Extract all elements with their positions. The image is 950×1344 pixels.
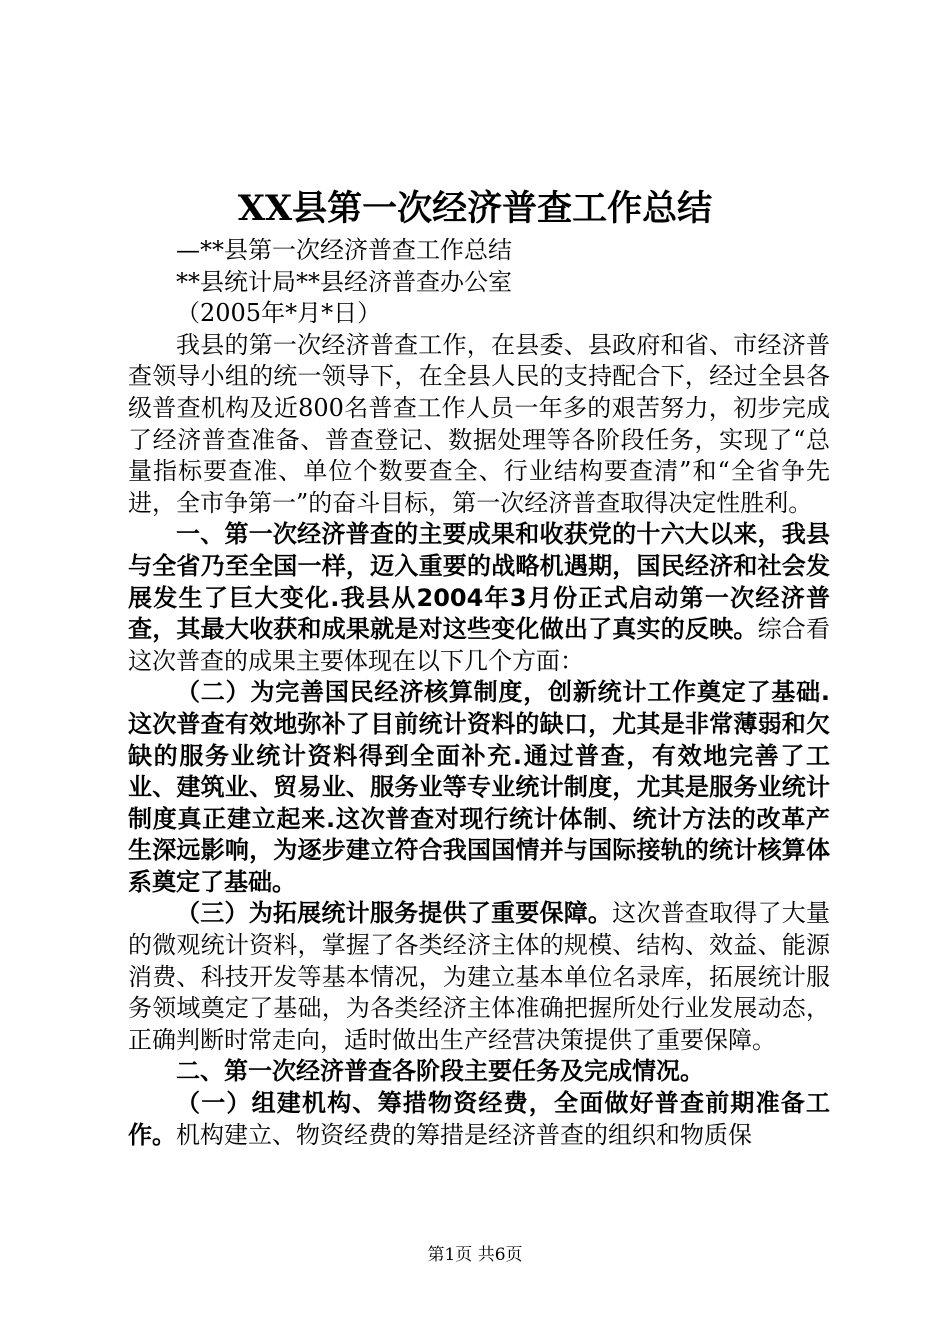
document-title: XX县第一次经济普查工作总结 — [237, 188, 713, 229]
paragraph-text: 这次普查取得了大量的微观统计资料，掌握了各类经济主体的规模、结构、效益、能源消费、科技开发等基本情况，为建立基本单位名录库，拓展统计服务领域奠定了基础，为各类经济主体准确把握所处行业发展动态，正确判断时常走向，适时做出生产经营决策提供了重要保障。 — [128, 899, 831, 1054]
document-date: （2005年*月*日） — [176, 299, 382, 328]
paragraph-heading: 二、第一次经济普查各阶段主要任务及完成情况。 — [176, 1057, 704, 1086]
paragraph — [128, 677, 830, 898]
paragraph-text: 综合看这次普查的成果主要体现在以下几个方面： — [128, 615, 831, 675]
document-subtitle: —**县第一次经济普查工作总结 — [176, 236, 512, 264]
paragraph-text: 我县的第一次经济普查工作，在县委、县政府和省、市经济普查领导小组的统一领导下，在全县人民的支持配合下，经过全县各级普查机构及近800名普查工作人员一年多的艰苦努力，初步完成了经济普查准备、普查登记、数据处理等各阶段任务，实现了“总量指标要查准、单位个数要查全、行业结构要查清”和“全省争先进，全市争第一”的奋斗目标，第一次经济普查取得决定性胜利。 — [128, 330, 830, 517]
paragraph-heading: 一、第一次经济普查的主要成果和收获党的十六大以来，我县与全省乃至全国一样，迈入重要的战略机遇期，国民经济和社会发展发生了巨大变化.我县从2004年3月份正式启动第一次经济普查，其最大收获和成果就是对这些变化做出了真实的反映。 — [128, 520, 830, 644]
document-body — [128, 235, 830, 1151]
paragraph-text: 机构建立、物资经费的筹措是经济普查的组织和物质保 — [176, 1120, 752, 1149]
document-author: **县统计局**县经济普查办公室 — [176, 267, 512, 296]
paragraph-heading: （三）为拓展统计服务提供了重要保障。 — [176, 899, 613, 928]
paragraph — [128, 1056, 830, 1088]
paragraph-heading: （二）为完善国民经济核算制度，创新统计工作奠定了基础.这次普查有效地弥补了目前统计资料的缺口，尤其是非常薄弱和欠缺的服务业统计资料得到全面补充.通过普查，有效地完善了工业、建筑业、贸易业、服务业等专业统计制度，尤其是服务业统计制度真正建立起来.这次普查对现行统计体制、统计方法的改革产生深远影响，为逐步建立符合我国国情并与国际接轨的统计核算体系奠定了基础。 — [128, 678, 830, 896]
paragraph — [128, 898, 830, 1056]
page-number-footer: 第1页 共6页 — [427, 1245, 523, 1265]
paragraph — [128, 330, 830, 520]
paragraph — [128, 1088, 830, 1151]
paragraph-heading: （一）组建机构、筹措物资经费，全面做好普查前期准备工作。 — [128, 1089, 830, 1149]
paragraph — [128, 519, 830, 677]
